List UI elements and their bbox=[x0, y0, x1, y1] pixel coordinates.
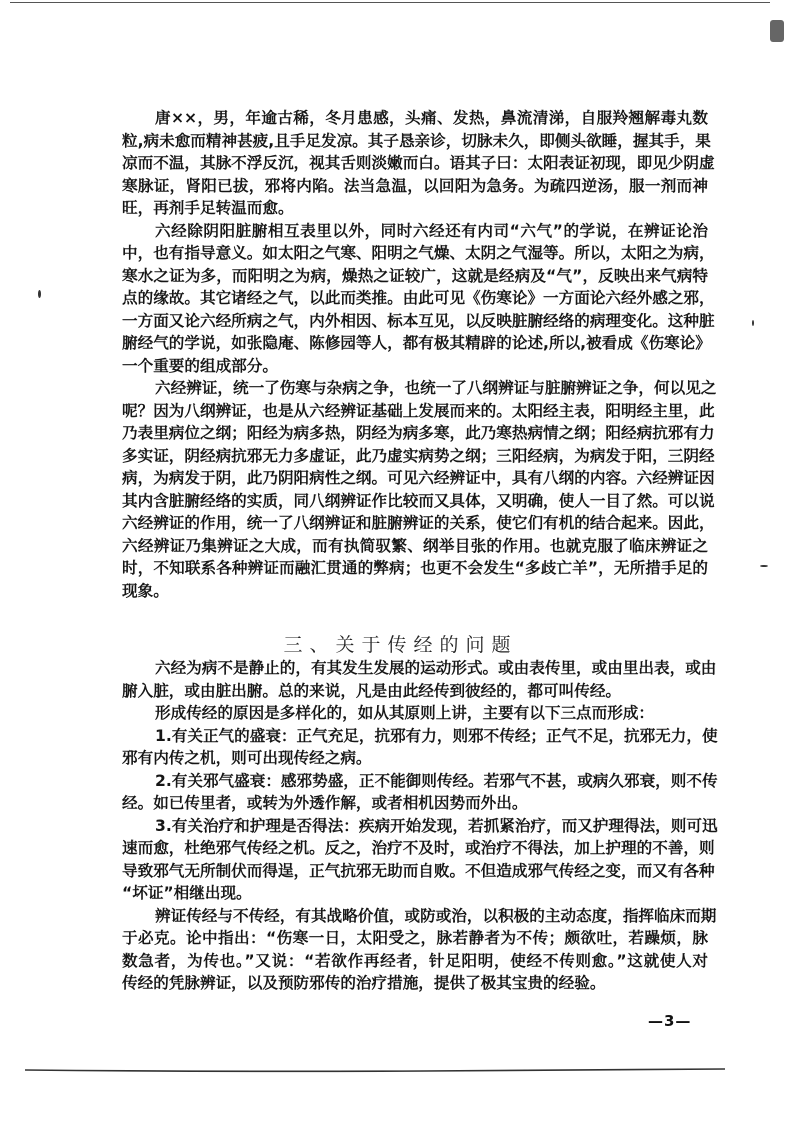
paragraph-line: 六经为病不是静止的，有其发生发展的运动形式。或由表传里，或由里出表，或由 bbox=[155, 659, 717, 677]
paragraph-line: 六经辨证乃集辨证之大成，而有执简驭繁、纲举目张的作用。也就克服了临床辨证之 bbox=[122, 536, 708, 555]
paragraph-line: 导致邪气无所制伏而得逞，正气抗邪无助而自败。不但造成邪气传经之变，而又有各种 bbox=[122, 861, 715, 880]
paragraph-line: 时，不知联系各种辨证而融汇贯通的弊病；也更不会发生“多歧亡羊”，无所措手足的 bbox=[122, 559, 708, 577]
scan-speck bbox=[760, 565, 768, 567]
paragraph-line: 一个重要的组成部分。 bbox=[122, 356, 278, 375]
paragraph-line: 六经辨证的作用，统一了八纲辨证和脏腑辨证的关系，使它们有机的结合起来。因此， bbox=[122, 514, 715, 532]
paragraph-line: 现象。 bbox=[122, 581, 169, 600]
paragraph-line: 唐××，男，年逾古稀，冬月患感，头痛、发热，鼻流清涕，自服羚翘解毒丸数 bbox=[155, 109, 708, 127]
paragraph-line: 经。如已传里者，或转为外透作解，或者相机因势而外出。 bbox=[122, 794, 528, 812]
paragraph-line: 一方面又论六经所病之气，内外相因、标本互见，以反映脏腑经络的病理变化。这种脏 bbox=[122, 311, 715, 330]
paragraph-line: 旺，再剂手足转温而愈。 bbox=[122, 199, 294, 217]
paragraph-line: 邪有内传之机，则可出现传经之病。 bbox=[122, 749, 372, 767]
page-number: —3— bbox=[648, 1012, 692, 1030]
paragraph-line: 1.有关正气的盛衰：正气充足，抗邪有力，则邪不传经；正气不足，抗邪无力，使 bbox=[155, 726, 718, 745]
paragraph-line: 腑入脏，或由脏出腑。总的来说，凡是由此经传到彼经的，都可叫传经。 bbox=[122, 681, 622, 700]
paragraph-line: 寒水之证为多，而阳明之为病，燥热之证较广，这就是经病及“气”，反映出来气病特 bbox=[122, 266, 708, 285]
paragraph-line: “坏证”相继出现。 bbox=[122, 884, 252, 902]
paragraph-line: 病，为病发于阴，此乃阴阳病性之纲。可见六经辨证中，具有八纲的内容。六经辨证因 bbox=[122, 469, 715, 487]
paragraph-line: 凉而不温，其脉不浮反沉，视其舌则淡嫩而白。语其子曰：太阳表证初现，即见少阴虚 bbox=[122, 154, 715, 172]
paragraph-line: 中，也有指导意义。如太阳之气寒、阳明之气燥、太阴之气湿等。所以，太阳之为病， bbox=[122, 244, 715, 262]
paragraph-line: 于必克。论中指出：“伤寒一日，太阳受之，脉若静者为不传；颇欲吐，若躁烦，脉 bbox=[122, 929, 708, 947]
paragraph-line: 乃表里病位之纲；阳经为病多热，阴经为病多寒，此乃寒热病情之纲；阳经病抗邪有力 bbox=[122, 424, 715, 442]
paragraph-line: 速而愈，杜绝邪气传经之机。反之，治疗不及时，或治疗不得法，加上护理的不善，则 bbox=[122, 839, 715, 857]
scan-corner-mark bbox=[770, 20, 784, 42]
paragraph-line: 数急者，为传也。”又说：“若欲作再经者，针足阳明，使经不传则愈。”这就使人对 bbox=[122, 951, 708, 970]
paragraph-line: 点的缘故。其它诸经之气，以此而类推。由此可见《伤寒论》一方面论六经外感之邪， bbox=[122, 289, 715, 307]
paragraph-line: 2.有关邪气盛衰：感邪势盛，正不能御则传经。若邪气不甚，或病久邪衰，则不传 bbox=[155, 771, 718, 790]
scan-speck bbox=[38, 290, 41, 298]
paragraph-line: 多实证，阴经病抗邪无力多虚证，此乃虚实病势之纲；三阳经病，为病发于阳，三阴经 bbox=[122, 446, 715, 465]
paragraph-line: 六经辨证，统一了伤寒与杂病之争，也统一了八纲辨证与脏腑辨证之争，何以见之 bbox=[155, 379, 717, 397]
paragraph-line: 其内含脏腑经络的实质，同八纲辨证作比较而又具体，又明确，使人一目了然。可以说 bbox=[122, 491, 715, 510]
paragraph-line: 粒,病未愈而精神甚疲,且手足发凉。其子恳亲诊，切脉未久，即侧头欲睡，握其手，果 bbox=[122, 131, 711, 150]
top-border-line bbox=[10, 2, 770, 4]
scan-speck bbox=[752, 320, 754, 326]
paragraph-line: 寒脉证，肾阳已拔，邪将内陷。法当急温，以回阳为急务。为疏四逆汤，服一剂而神 bbox=[122, 176, 708, 195]
paragraph-line: 传经的凭脉辨证，以及预防邪传的治疗措施，提供了极其宝贵的经验。 bbox=[122, 974, 606, 992]
bottom-border-line bbox=[25, 1068, 725, 1074]
paragraph-line: 形成传经的原因是多样化的，如从其原则上讲，主要有以下三点而形成： bbox=[155, 704, 655, 722]
paragraph-line: 呢？因为八纲辨证，也是从六经辨证基础上发展而来的。太阳经主表，阳明经主里，此 bbox=[122, 401, 715, 420]
section-title: 三、关于传经的问题 bbox=[283, 634, 518, 656]
paragraph-line: 辨证传经与不传经，有其战略价值，或防或治，以积极的主动态度，指挥临床而期 bbox=[155, 906, 717, 925]
paragraph-line: 六经除阴阳脏腑相互表里以外，同时六经还有内司“六气”的学说，在辨证论治 bbox=[155, 221, 708, 240]
paragraph-line: 3.有关治疗和护理是否得法：疾病开始发现，若抓紧治疗，而又护理得法，则可迅 bbox=[155, 816, 718, 835]
paragraph-line: 腑经气的学说，如张隐庵、陈修园等人，都有极其精辟的论述,所以,被看成《伤寒论》 bbox=[122, 334, 711, 352]
